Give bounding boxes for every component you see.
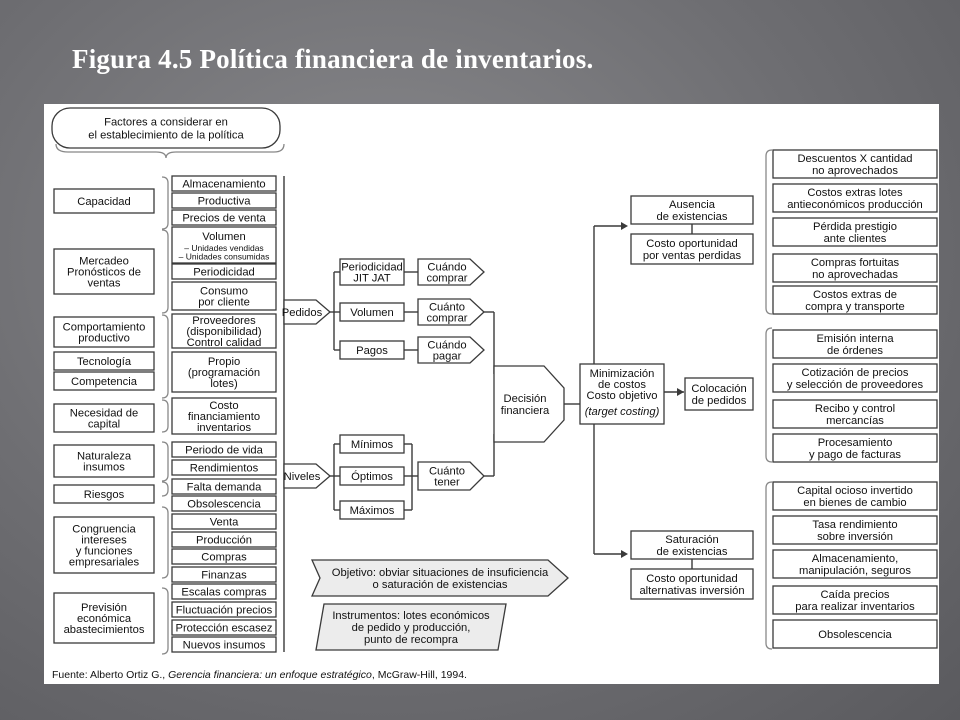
detail-precios-venta-label: Precios de venta (182, 212, 266, 225)
factor-brace-4 (162, 400, 168, 432)
outcome-costos-extras-compra-label: Costos extras de compra y transporte (805, 289, 905, 313)
detail-fluctuacion-precios-label: Fluctuación precios (175, 604, 273, 617)
factor-necesidad-label: Necesidad de capital (69, 407, 139, 431)
costo-ventas-label: Costo oportunidad por ventas perdidas (642, 238, 742, 262)
factor-congruencia-label: Congruencia intereses y funciones empresariales (68, 523, 140, 569)
detail-produccion-label: Producción (196, 534, 252, 547)
detail-costo-financiamiento-label: Costo financiamiento inventarios (187, 400, 261, 434)
instrumentos-label: Instrumentos: lotes económicos de pedido y producción, punto de recompra (332, 610, 490, 646)
header-label: Factores a considerar en el establecimiento de la política (88, 116, 244, 142)
detail-venta-label: Venta (209, 516, 239, 529)
factor-naturaleza-label: Naturaleza insumos (76, 450, 132, 474)
outcome-capital-ocioso-label: Capital ocioso invertido en bienes de cambio (797, 485, 913, 509)
outcome-caida-precios-label: Caída precios para realizar inventarios (795, 589, 915, 613)
colocacion-arrowhead (677, 388, 684, 396)
detail-periodicidad-label: Periodicidad (193, 266, 255, 279)
detail-periodo-vida-label: Periodo de vida (185, 444, 263, 457)
detail-proteccion-escasez-label: Protección escasez (175, 622, 273, 635)
outcome-perdida-prestigio-label: Pérdida prestigio ante clientes (813, 221, 897, 245)
detail-finanzas-label: Finanzas (201, 569, 247, 582)
outcome-tasa-rendimiento-label: Tasa rendimiento sobre inversión (812, 519, 898, 543)
factor-competencia-label: Competencia (71, 376, 137, 388)
ausencia-arrowhead (621, 222, 628, 230)
outcome-cotizacion-label: Cotización de precios y selección de proveedores (786, 367, 924, 391)
factor-brace-6 (162, 482, 168, 496)
minimizacion-label: Minimización de costos Costo objetivo (586, 368, 658, 402)
minimizacion-italic: (target costing) (584, 406, 660, 418)
source-citation: Fuente: Alberto Ortiz G., Gerencia financiera: un enfoque estratégico, McGraw-Hill, 1994. (52, 669, 467, 681)
outcome-costos-extras-lotes-label: Costos extras lotes antieconómicos producción (787, 187, 923, 211)
detail-escalas-compras-label: Escalas compras (181, 586, 267, 599)
factor-brace-2 (162, 230, 168, 313)
decision-label: Decisión financiera (500, 393, 550, 417)
outcome-emision-label: Emisión interna de órdenes (816, 333, 894, 357)
colocacion-label: Colocación de pedidos (691, 383, 747, 407)
costo-inversion-label: Costo oportunidad alternativas inversión (639, 573, 745, 597)
detail-consumo-label: Consumo por cliente (198, 285, 250, 309)
saturacion-arrowhead (621, 550, 628, 558)
factor-brace-1 (162, 177, 168, 229)
factor-brace-8 (162, 588, 168, 654)
pedidos-item-periodicidad-jit-label: Periodicidad JIT JAT (341, 261, 403, 285)
question-cuanto-comprar-label: Cuánto comprar (426, 301, 468, 325)
outcome-procesamiento-label: Procesamiento y pago de facturas (808, 437, 902, 461)
detail-productiva-label: Productiva (197, 195, 251, 208)
pedidos-item-pagos-label: Pagos (356, 345, 388, 357)
niveles-item-optimos-label: Óptimos (351, 471, 393, 483)
ausencia-label: Ausencia de existencias (656, 199, 728, 223)
factor-capacidad-label: Capacidad (77, 196, 131, 208)
detail-rendimientos-label: Rendimientos (189, 462, 259, 475)
outcome-obsolescencia-out-label: Obsolescencia (818, 629, 892, 641)
saturacion-label: Saturación de existencias (656, 534, 728, 558)
factor-tecnologia-label: Tecnología (76, 356, 132, 368)
factor-brace-3 (162, 315, 168, 398)
question-cuando-pagar-label: Cuándo pagar (427, 339, 467, 363)
objetivo-label: Objetivo: obviar situaciones de insuficiencia o saturación de existencias (331, 567, 549, 591)
ausencia-brace (766, 150, 772, 314)
question-cuanto-tener-label: Cuánto tener (428, 465, 466, 489)
detail-volumen-label: Volumen (202, 231, 246, 243)
niveles-label: Niveles (283, 471, 321, 483)
niveles-item-maximos-label: Máximos (349, 505, 395, 517)
factor-brace-5 (162, 442, 168, 481)
factor-prevision-label: Previsión económica abastecimientos (63, 602, 145, 636)
detail-nuevos-insumos-label: Nuevos insumos (182, 639, 266, 652)
diagram-panel (44, 104, 939, 684)
niveles-item-minimos-label: Mínimos (350, 439, 394, 451)
factor-riesgos-label: Riesgos (83, 489, 125, 501)
detail-almacenamiento-label: Almacenamiento (182, 178, 266, 191)
factor-brace-7 (162, 507, 168, 578)
saturacion-brace (766, 482, 772, 649)
detail-volumen-sub: – Unidades vendidas – Unidades consumidas (178, 242, 270, 262)
factor-comportamiento-label: Comportamiento productivo (62, 321, 146, 345)
detail-propio-label: Propio (programación lotes) (187, 356, 261, 390)
colocacion-brace (766, 328, 772, 462)
pedidos-label: Pedidos (281, 307, 323, 319)
detail-compras-label: Compras (201, 551, 247, 564)
factor-mercadeo-label: Mercadeo Pronósticos de ventas (66, 255, 142, 290)
outcome-almacenamiento-manip-label: Almacenamiento, manipulación, seguros (799, 553, 911, 577)
detail-obsolescencia-label: Obsolescencia (187, 498, 261, 511)
slide-title: Figura 4.5 Política financiera de inventarios. (72, 44, 594, 74)
detail-falta-demanda-label: Falta demanda (186, 481, 262, 494)
pedidos-item-volumen-p-label: Volumen (350, 307, 394, 319)
outcome-compras-fortuitas-label: Compras fortuitas no aprovechadas (810, 257, 900, 281)
detail-proveedores-label: Proveedores (disponibilidad) Control calidad (186, 315, 262, 349)
outcome-descuentos-label: Descuentos X cantidad no aprovechados (797, 153, 913, 177)
outcome-recibo-label: Recibo y control mercancías (814, 403, 896, 427)
inventory-policy-diagram (44, 104, 939, 684)
question-cuando-comprar-label: Cuándo comprar (426, 261, 468, 285)
